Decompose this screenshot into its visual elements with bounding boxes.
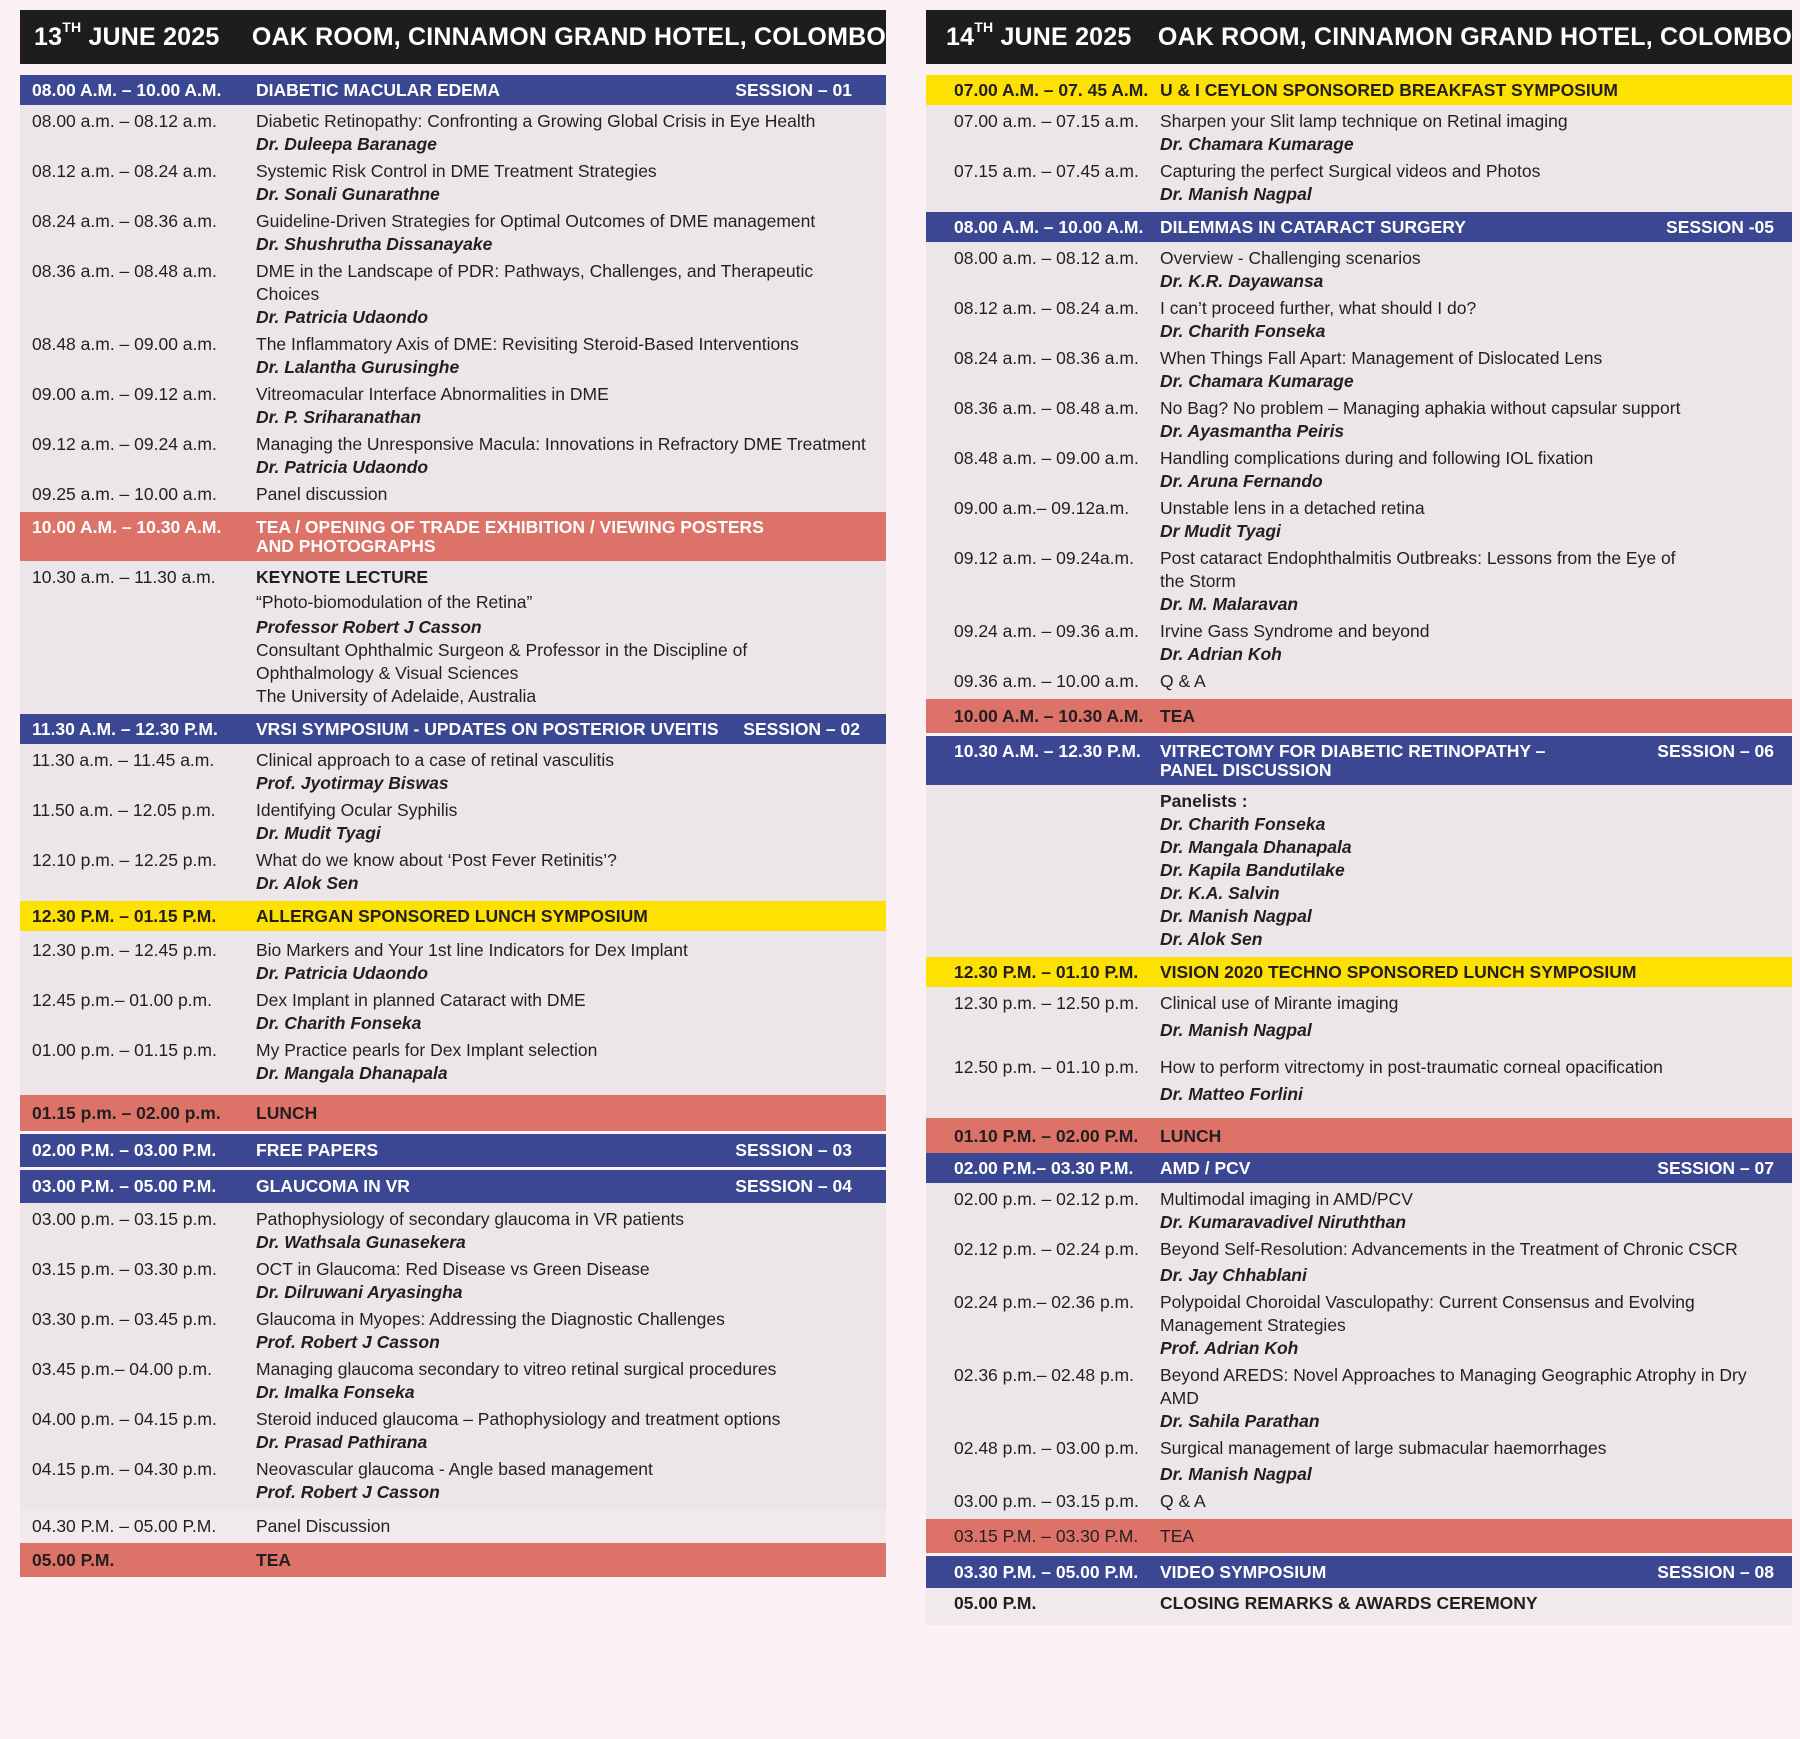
- break-bar-tea-end: 05.00 P.M. TEA: [20, 1543, 886, 1577]
- day-14-column: [926, 10, 1792, 1625]
- sponsored-bar-lunch-symposium: 12.30 P.M. – 01.15 P.M. ALLERGAN SPONSORED LUNCH SYMPOSIUM: [20, 901, 886, 931]
- session-items: [20, 105, 886, 512]
- agenda-item: 03.45 p.m.– 04.00 p.m. Managing glaucoma secondary to vitreo retinal surgical procedures Dr. Imalka Fonseka: [32, 1359, 777, 1402]
- session-bar-04: 03.00 P.M. – 05.00 P.M. GLAUCOMA IN VR SESSION – 04: [20, 1170, 886, 1203]
- agenda-item: 03.15 p.m. – 03.30 p.m. OCT in Glaucoma: Red Disease vs Green Disease Dr. Dilruwani Aryasingha: [32, 1259, 650, 1302]
- panel-discussion-row: 04.30 P.M. – 05.00 P.M. Panel Discussion: [20, 1510, 886, 1543]
- agenda-item: 03.30 p.m. – 03.45 p.m. Glaucoma in Myopes: Addressing the Diagnostic Challenges Prof. Robert J Casson: [32, 1309, 725, 1352]
- agenda-item: 03.00 p.m. – 03.15 p.m. Q & A: [954, 1491, 1206, 1511]
- agenda-item: 04.00 p.m. – 04.15 p.m. Steroid induced glaucoma – Pathophysiology and treatment options Dr. Prasad Pathirana: [32, 1409, 781, 1452]
- agenda-item: 09.00 a.m.– 09.12a.m. Unstable lens in a detached retina Dr Mudit Tyagi: [954, 498, 1425, 541]
- sponsored-bar-lunch-symposium: 12.30 P.M. – 01.10 P.M. VISION 2020 TECHNO SPONSORED LUNCH SYMPOSIUM: [926, 957, 1792, 987]
- session-items: [20, 931, 886, 1095]
- session-bar-07: 02.00 P.M.– 03.30 P.M. AMD / PCV SESSION – 07: [926, 1153, 1792, 1183]
- session-bar-03: 02.00 P.M. – 03.00 P.M. FREE PAPERS SESSION – 03: [20, 1134, 886, 1167]
- agenda-item: 08.48 a.m. – 09.00 a.m. The Inflammatory Axis of DME: Revisiting Steroid-Based Interventions Dr. Lalantha Gurusinghe: [32, 334, 799, 377]
- agenda-item: 11.50 a.m. – 12.05 p.m. Identifying Ocular Syphilis Dr. Mudit Tyagi: [32, 800, 458, 843]
- agenda-item: 12.50 p.m. – 01.10 p.m. How to perform vitrectomy in post-traumatic corneal opacification Dr. Matteo Forlini: [954, 1057, 1663, 1104]
- keynote-item: 10.30 a.m. – 11.30 a.m. KEYNOTE LECTURE “Photo-biomodulation of the Retina” Professor Robert J Casson Consultant Ophthalmic Surgeon & Professor in the Discipline of Ophthalmology & Visual Sciences The University of Adelaide, Australia: [32, 567, 748, 706]
- agenda-item: 02.48 p.m. – 03.00 p.m. Surgical management of large submacular haemorrhages Dr. Manish Nagpal: [954, 1438, 1607, 1484]
- session-bar-05: 08.00 A.M. – 10.00 A.M. DILEMMAS IN CATARACT SURGERY SESSION -05: [926, 212, 1792, 242]
- venue: OAK ROOM, CINNAMON GRAND HOTEL, COLOMBO: [251, 22, 886, 51]
- agenda-item: 08.00 a.m. – 08.12 a.m. Diabetic Retinopathy: Confronting a Growing Global Crisis in Eye Health Dr. Duleepa Baranage: [32, 111, 816, 154]
- agenda-item: 08.12 a.m. – 08.24 a.m. I can’t proceed further, what should I do? Dr. Charith Fonseka: [954, 298, 1477, 341]
- session-items: [926, 242, 1792, 699]
- break-bar-tea: 10.00 A.M. – 10.30 A.M. TEA: [926, 699, 1792, 733]
- session-items: [926, 1183, 1792, 1519]
- agenda-item: 12.30 p.m. – 12.50 p.m. Clinical use of Mirante imaging Dr. Manish Nagpal: [954, 993, 1399, 1040]
- agenda-item: 08.12 a.m. – 08.24 a.m. Systemic Risk Control in DME Treatment Strategies Dr. Sonali Gunarathne: [32, 161, 657, 204]
- agenda-item: 12.30 p.m. – 12.45 p.m. Bio Markers and Your 1st line Indicators for Dex Implant Dr. Patricia Udaondo: [32, 940, 688, 983]
- agenda-item: 03.00 p.m. – 03.15 p.m. Pathophysiology of secondary glaucoma in VR patients Dr. Wathsala Gunasekera: [32, 1209, 685, 1252]
- session-bar-08: 03.30 P.M. – 05.00 P.M. VIDEO SYMPOSIUM SESSION – 08: [926, 1556, 1792, 1588]
- break-bar-tea-2: 03.15 P.M. – 03.30 P.M. TEA: [926, 1519, 1792, 1553]
- agenda-item: 08.24 a.m. – 08.36 a.m. When Things Fall Apart: Management of Dislocated Lens Dr. Chamara Kumarage: [954, 348, 1603, 391]
- agenda-item: 09.12 a.m. – 09.24a.m. Post cataract Endophthalmitis Outbreaks: Lessons from the Eye of the Storm Dr. M. Malaravan: [954, 548, 1676, 614]
- agenda-item: 08.36 a.m. – 08.48 a.m. No Bag? No problem – Managing aphakia without capsular support Dr. Ayasmantha Peiris: [954, 398, 1681, 441]
- sponsored-bar-breakfast: 07.00 A.M. – 07. 45 A.M. U & I CEYLON SPONSORED BREAKFAST SYMPOSIUM: [926, 75, 1792, 105]
- panelists: Panelists : Dr. Charith Fonseka Dr. Mangala Dhanapala Dr. Kapila Bandutilake Dr. K.A. Salvin Dr. Manish Nagpal Dr. Alok Sen: [1160, 791, 1352, 949]
- agenda-item: 09.12 a.m. – 09.24 a.m. Managing the Unresponsive Macula: Innovations in Refractory DME Treatment Dr. Patricia Udaondo: [32, 434, 866, 477]
- break-bar-tea: 10.00 A.M. – 10.30 A.M. TEA / OPENING OF TRADE EXHIBITION / VIEWING POSTERS AND PHOTOGRAPHS: [20, 512, 886, 561]
- day-13-column: [20, 10, 886, 1577]
- day-date: 14TH JUNE 2025: [946, 18, 1132, 51]
- break-bar-lunch: 01.15 p.m. – 02.00 p.m. LUNCH: [20, 1095, 886, 1131]
- keynote-block: [20, 561, 886, 714]
- agenda-item: 09.25 a.m. – 10.00 a.m. Panel discussion: [32, 484, 388, 504]
- agenda-item: 08.24 a.m. – 08.36 a.m. Guideline-Driven Strategies for Optimal Outcomes of DME management Dr. Shushrutha Dissanayake: [32, 211, 816, 254]
- session-bar-02: 11.30 A.M. – 12.30 P.M. VRSI SYMPOSIUM - UPDATES ON POSTERIOR UVEITIS SESSION – 02: [20, 714, 886, 744]
- agenda-item: 09.36 a.m. – 10.00 a.m. Q & A: [954, 671, 1206, 691]
- agenda-item: 07.00 a.m. – 07.15 a.m. Sharpen your Slit lamp technique on Retinal imaging Dr. Chamara Kumarage: [954, 111, 1568, 154]
- agenda-item: 08.00 a.m. – 08.12 a.m. Overview - Challenging scenarios Dr. K.R. Dayawansa: [954, 248, 1421, 291]
- break-bar-lunch: 01.10 P.M. – 02.00 P.M. LUNCH: [926, 1118, 1792, 1153]
- closing-row: 05.00 P.M. CLOSING REMARKS & AWARDS CEREMONY: [926, 1588, 1792, 1625]
- agenda-item: 12.45 p.m.– 01.00 p.m. Dex Implant in planned Cataract with DME Dr. Charith Fonseka: [32, 990, 586, 1033]
- agenda-item: 11.30 a.m. – 11.45 a.m. Clinical approach to a case of retinal vasculitis Prof. Jyotirmay Biswas: [32, 750, 614, 793]
- venue: OAK ROOM, CINNAMON GRAND HOTEL, COLOMBO: [1157, 22, 1792, 51]
- agenda-item: 09.24 a.m. – 09.36 a.m. Irvine Gass Syndrome and beyond Dr. Adrian Koh: [954, 621, 1430, 664]
- agenda-item: 02.00 p.m. – 02.12 p.m. Multimodal imaging in AMD/PCV Dr. Kumaravadivel Niruththan: [954, 1189, 1413, 1232]
- agenda-item: 02.12 p.m. – 02.24 p.m. Beyond Self-Resolution: Advancements in the Treatment of Chronic CSCR Dr. Jay Chhablani: [954, 1239, 1738, 1285]
- agenda-item: 01.00 p.m. – 01.15 p.m. My Practice pearls for Dex Implant selection Dr. Mangala Dhanapala: [32, 1040, 598, 1083]
- agenda-item: 07.15 a.m. – 07.45 a.m. Capturing the perfect Surgical videos and Photos Dr. Manish Nagpal: [954, 161, 1541, 204]
- agenda-item: 08.48 a.m. – 09.00 a.m. Handling complications during and following IOL fixation Dr. Aruna Fernando: [954, 448, 1594, 491]
- day-date: 13TH JUNE 2025: [34, 18, 220, 51]
- session-bar-06: 10.30 A.M. – 12.30 P.M. VITRECTOMY FOR DIABETIC RETINOPATHY – PANEL DISCUSSION SESSION – 06: [926, 736, 1792, 785]
- panelists-block: [926, 785, 1792, 957]
- agenda-item: 02.36 p.m.– 02.48 p.m. Beyond AREDS: Novel Approaches to Managing Geographic Atrophy in Dry AMD Dr. Sahila Parathan: [954, 1365, 1747, 1431]
- session-items: [926, 105, 1792, 212]
- session-items: [20, 744, 886, 901]
- agenda-item: 02.24 p.m.– 02.36 p.m. Polypoidal Choroidal Vasculopathy: Current Consensus and Evolving Management Strategies Prof. Adrian Koh: [954, 1292, 1695, 1358]
- agenda-item: 04.15 p.m. – 04.30 p.m. Neovascular glaucoma - Angle based management Prof. Robert J Casson: [32, 1459, 653, 1502]
- agenda-item: 08.36 a.m. – 08.48 a.m. DME in the Landscape of PDR: Pathways, Challenges, and Therapeutic Choices Dr. Patricia Udaondo: [32, 261, 814, 327]
- day-header: [926, 10, 1792, 64]
- day-header: [20, 10, 886, 64]
- session-items: [926, 987, 1792, 1118]
- agenda-item: 12.10 p.m. – 12.25 p.m. What do we know about ‘Post Fever Retinitis’? Dr. Alok Sen: [32, 850, 617, 893]
- session-items: [20, 1203, 886, 1510]
- agenda-item: 09.00 a.m. – 09.12 a.m. Vitreomacular Interface Abnormalities in DME Dr. P. Sriharanathan: [32, 384, 609, 427]
- session-bar-01: 08.00 A.M. – 10.00 A.M. DIABETIC MACULAR EDEMA SESSION – 01: [20, 75, 886, 105]
